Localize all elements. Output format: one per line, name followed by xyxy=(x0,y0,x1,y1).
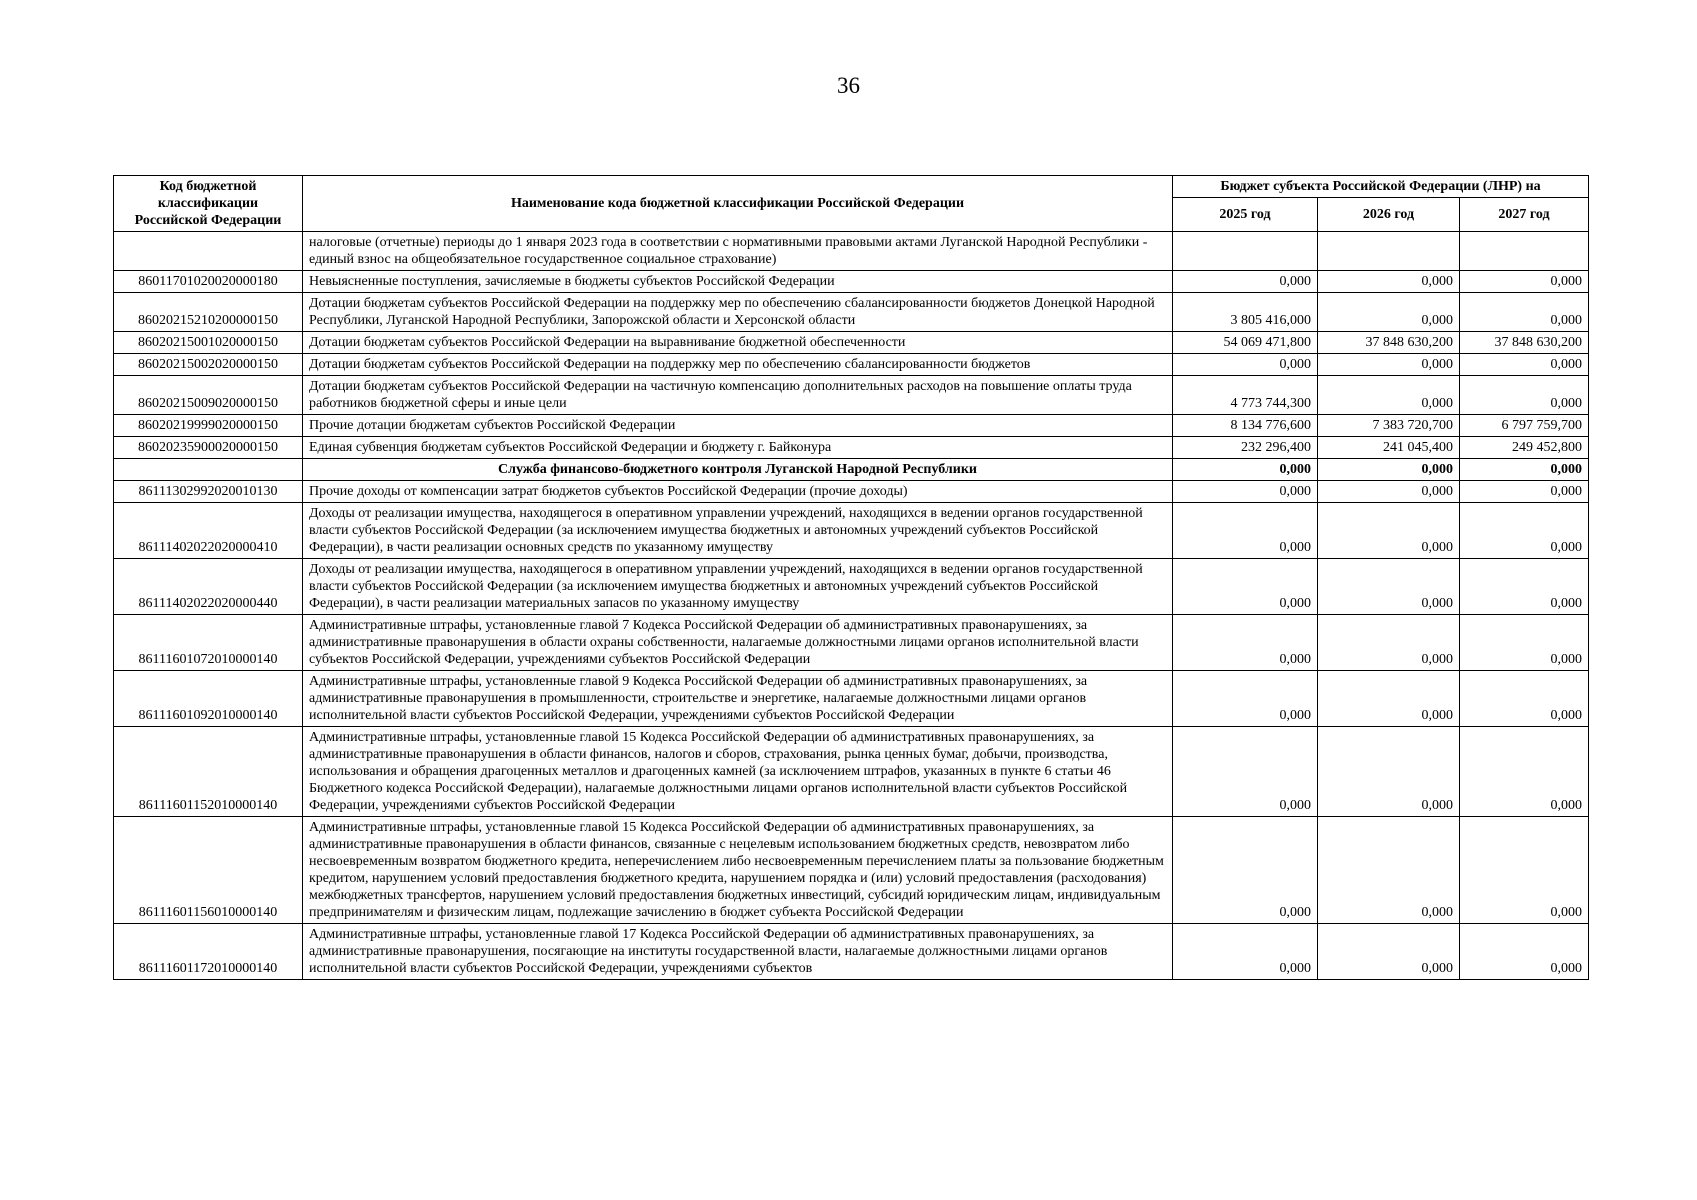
value-2026-cell: 0,000 xyxy=(1318,481,1460,503)
value-2026-cell: 0,000 xyxy=(1318,459,1460,481)
value-2026-cell: 0,000 xyxy=(1318,293,1460,332)
name-cell: Административные штрафы, установленные главой 17 Кодекса Российской Федерации об административных правонарушениях, за административные правонарушения, посягающие на институты государственной власти, налагаемые должностными лицами органов исполнительной власти субъектов Российской Федерации, учреждениями субъектов xyxy=(303,924,1173,980)
value-2027-cell: 0,000 xyxy=(1460,559,1589,615)
value-2027-cell: 0,000 xyxy=(1460,293,1589,332)
table-row xyxy=(114,727,1589,817)
value-2026-cell: 0,000 xyxy=(1318,615,1460,671)
table-row xyxy=(114,615,1589,671)
code-cell: 86111601156010000140 xyxy=(114,817,303,924)
value-2027-cell: 249 452,800 xyxy=(1460,437,1589,459)
value-2025-cell: 0,000 xyxy=(1173,671,1318,727)
code-cell xyxy=(114,459,303,481)
value-2026-cell: 0,000 xyxy=(1318,271,1460,293)
budget-table xyxy=(113,175,1589,980)
table-row xyxy=(114,354,1589,376)
name-cell: Доходы от реализации имущества, находящегося в оперативном управлении учреждений, находящихся в ведении органов государственной власти субъектов Российской Федерации (за исключением имущества бюджетных и автономных учреждений субъектов Российской Федерации), в части реализации основных средств по указанному имуществу xyxy=(303,503,1173,559)
header-budget: Бюджет субъекта Российской Федерации (ЛНР) на xyxy=(1173,176,1589,198)
value-2026-cell: 0,000 xyxy=(1318,671,1460,727)
value-2025-cell: 54 069 471,800 xyxy=(1173,332,1318,354)
code-cell: 86111601172010000140 xyxy=(114,924,303,980)
header-row xyxy=(114,176,1589,198)
value-2025-cell: 4 773 744,300 xyxy=(1173,376,1318,415)
name-cell: Административные штрафы, установленные главой 7 Кодекса Российской Федерации об административных правонарушениях, за административные правонарушения в области охраны собственности, налагаемые должностными лицами органов исполнительной власти субъектов Российской Федерации, учреждениями субъектов Российской Федерации xyxy=(303,615,1173,671)
code-cell: 86020215002020000150 xyxy=(114,354,303,376)
code-cell: 86020215210200000150 xyxy=(114,293,303,332)
value-2025-cell: 0,000 xyxy=(1173,615,1318,671)
name-cell: Административные штрафы, установленные главой 9 Кодекса Российской Федерации об административных правонарушениях, за административные правонарушения в промышленности, строительстве и энергетике, налагаемые должностными лицами органов исполнительной власти субъектов Российской Федерации, учреждениями субъектов Российской Федерации xyxy=(303,671,1173,727)
value-2026-cell: 7 383 720,700 xyxy=(1318,415,1460,437)
table-row xyxy=(114,559,1589,615)
name-cell: Единая субвенция бюджетам субъектов Российской Федерации и бюджету г. Байконура xyxy=(303,437,1173,459)
value-2026-cell: 0,000 xyxy=(1318,559,1460,615)
code-cell: 86020215001020000150 xyxy=(114,332,303,354)
code-cell: 86111601072010000140 xyxy=(114,615,303,671)
table-row xyxy=(114,415,1589,437)
value-2027-cell: 0,000 xyxy=(1460,354,1589,376)
table-row xyxy=(114,332,1589,354)
value-2025-cell: 8 134 776,600 xyxy=(1173,415,1318,437)
value-2025-cell: 0,000 xyxy=(1173,503,1318,559)
name-cell: Невыясненные поступления, зачисляемые в бюджеты субъектов Российской Федерации xyxy=(303,271,1173,293)
value-2025-cell: 0,000 xyxy=(1173,559,1318,615)
value-2026-cell xyxy=(1318,232,1460,271)
code-cell: 86111402022020000410 xyxy=(114,503,303,559)
name-cell: Дотации бюджетам субъектов Российской Федерации на поддержку мер по обеспечению сбалансированности бюджетов xyxy=(303,354,1173,376)
code-cell: 86011701020020000180 xyxy=(114,271,303,293)
value-2027-cell xyxy=(1460,232,1589,271)
header-year-2026: 2026 год xyxy=(1318,198,1460,232)
table-row xyxy=(114,481,1589,503)
table-body xyxy=(114,232,1589,980)
table-row xyxy=(114,437,1589,459)
value-2025-cell: 0,000 xyxy=(1173,271,1318,293)
value-2025-cell: 0,000 xyxy=(1173,817,1318,924)
value-2027-cell: 0,000 xyxy=(1460,727,1589,817)
value-2025-cell: 0,000 xyxy=(1173,459,1318,481)
header-name: Наименование кода бюджетной классификации Российской Федерации xyxy=(303,176,1173,232)
value-2026-cell: 0,000 xyxy=(1318,817,1460,924)
value-2025-cell: 0,000 xyxy=(1173,924,1318,980)
name-cell: Служба финансово-бюджетного контроля Луганской Народной Республики xyxy=(303,459,1173,481)
value-2027-cell: 37 848 630,200 xyxy=(1460,332,1589,354)
code-cell: 86111302992020010130 xyxy=(114,481,303,503)
value-2025-cell: 232 296,400 xyxy=(1173,437,1318,459)
table-row xyxy=(114,924,1589,980)
value-2027-cell: 0,000 xyxy=(1460,481,1589,503)
code-cell: 86020215009020000150 xyxy=(114,376,303,415)
header-code: Код бюджетной классификации Российской Федерации xyxy=(114,176,303,232)
name-cell: Дотации бюджетам субъектов Российской Федерации на выравнивание бюджетной обеспеченности xyxy=(303,332,1173,354)
name-cell: Дотации бюджетам субъектов Российской Федерации на частичную компенсацию дополнительных расходов на повышение оплаты труда работников бюджетной сферы и иные цели xyxy=(303,376,1173,415)
value-2026-cell: 0,000 xyxy=(1318,727,1460,817)
code-cell: 86111601152010000140 xyxy=(114,727,303,817)
table-row xyxy=(114,671,1589,727)
name-cell: Прочие доходы от компенсации затрат бюджетов субъектов Российской Федерации (прочие доходы) xyxy=(303,481,1173,503)
name-cell: Дотации бюджетам субъектов Российской Федерации на поддержку мер по обеспечению сбалансированности бюджетов Донецкой Народной Республики, Луганской Народной Республики, Запорожской области и Херсонской области xyxy=(303,293,1173,332)
header-year-2025: 2025 год xyxy=(1173,198,1318,232)
value-2027-cell: 0,000 xyxy=(1460,671,1589,727)
code-cell: 86020235900020000150 xyxy=(114,437,303,459)
value-2027-cell: 0,000 xyxy=(1460,271,1589,293)
value-2025-cell: 0,000 xyxy=(1173,727,1318,817)
table-row xyxy=(114,271,1589,293)
value-2025-cell: 0,000 xyxy=(1173,354,1318,376)
page-number: 36 xyxy=(837,73,860,98)
name-cell: Административные штрафы, установленные главой 15 Кодекса Российской Федерации об административных правонарушениях, за административные правонарушения в области финансов, налогов и сборов, страхования, рынка ценных бумаг, добычи, производства, использования и обращения драгоценных металлов и драгоценных камней (за исключением штрафов, указанных в пункте 6 статьи 46 Бюджетного кодекса Российской Федерации), налагаемые должностными лицами органов исполнительной власти субъектов Российской Федерации, учреждениями субъектов Российской Федерации xyxy=(303,727,1173,817)
value-2027-cell: 0,000 xyxy=(1460,924,1589,980)
value-2025-cell xyxy=(1173,232,1318,271)
name-cell: Доходы от реализации имущества, находящегося в оперативном управлении учреждений, находящихся в ведении органов государственной власти субъектов Российской Федерации (за исключением имущества бюджетных и автономных учреждений субъектов Российской Федерации), в части реализации материальных запасов по указанному имуществу xyxy=(303,559,1173,615)
code-cell: 86020219999020000150 xyxy=(114,415,303,437)
code-cell: 86111601092010000140 xyxy=(114,671,303,727)
value-2027-cell: 0,000 xyxy=(1460,459,1589,481)
table-row xyxy=(114,503,1589,559)
name-cell: Прочие дотации бюджетам субъектов Российской Федерации xyxy=(303,415,1173,437)
value-2027-cell: 0,000 xyxy=(1460,503,1589,559)
value-2026-cell: 241 045,400 xyxy=(1318,437,1460,459)
table-row xyxy=(114,232,1589,271)
value-2027-cell: 0,000 xyxy=(1460,817,1589,924)
value-2027-cell: 0,000 xyxy=(1460,376,1589,415)
value-2026-cell: 0,000 xyxy=(1318,354,1460,376)
section-row xyxy=(114,459,1589,481)
value-2025-cell: 0,000 xyxy=(1173,481,1318,503)
name-cell: налоговые (отчетные) периоды до 1 января 2023 года в соответствии с нормативными правовыми актами Луганской Народной Республики - единый взнос на общеобязательное государственное социальное страхование) xyxy=(303,232,1173,271)
header-year-2027: 2027 год xyxy=(1460,198,1589,232)
value-2025-cell: 3 805 416,000 xyxy=(1173,293,1318,332)
name-cell: Административные штрафы, установленные главой 15 Кодекса Российской Федерации об административных правонарушениях, за административные правонарушения в области финансов, связанные с нецелевым использованием бюджетных средств, невозвратом либо несвоевременным возвратом бюджетного кредита, неперечислением либо несвоевременным перечислением платы за пользование бюджетным кредитом, нарушением условий предоставления бюджетного кредита, нарушением порядка и (или) условий предоставления (расходования) межбюджетных трансфертов, нарушением условий предоставления бюджетных инвестиций, субсидий юридическим лицам, индивидуальным предпринимателям и физическим лицам, подлежащие зачислению в бюджет субъекта Российской Федерации xyxy=(303,817,1173,924)
value-2026-cell: 0,000 xyxy=(1318,924,1460,980)
value-2027-cell: 0,000 xyxy=(1460,615,1589,671)
code-cell: 86111402022020000440 xyxy=(114,559,303,615)
table-row xyxy=(114,293,1589,332)
value-2027-cell: 6 797 759,700 xyxy=(1460,415,1589,437)
value-2026-cell: 0,000 xyxy=(1318,503,1460,559)
code-cell xyxy=(114,232,303,271)
value-2026-cell: 37 848 630,200 xyxy=(1318,332,1460,354)
value-2026-cell: 0,000 xyxy=(1318,376,1460,415)
table-row xyxy=(114,376,1589,415)
table-row xyxy=(114,817,1589,924)
